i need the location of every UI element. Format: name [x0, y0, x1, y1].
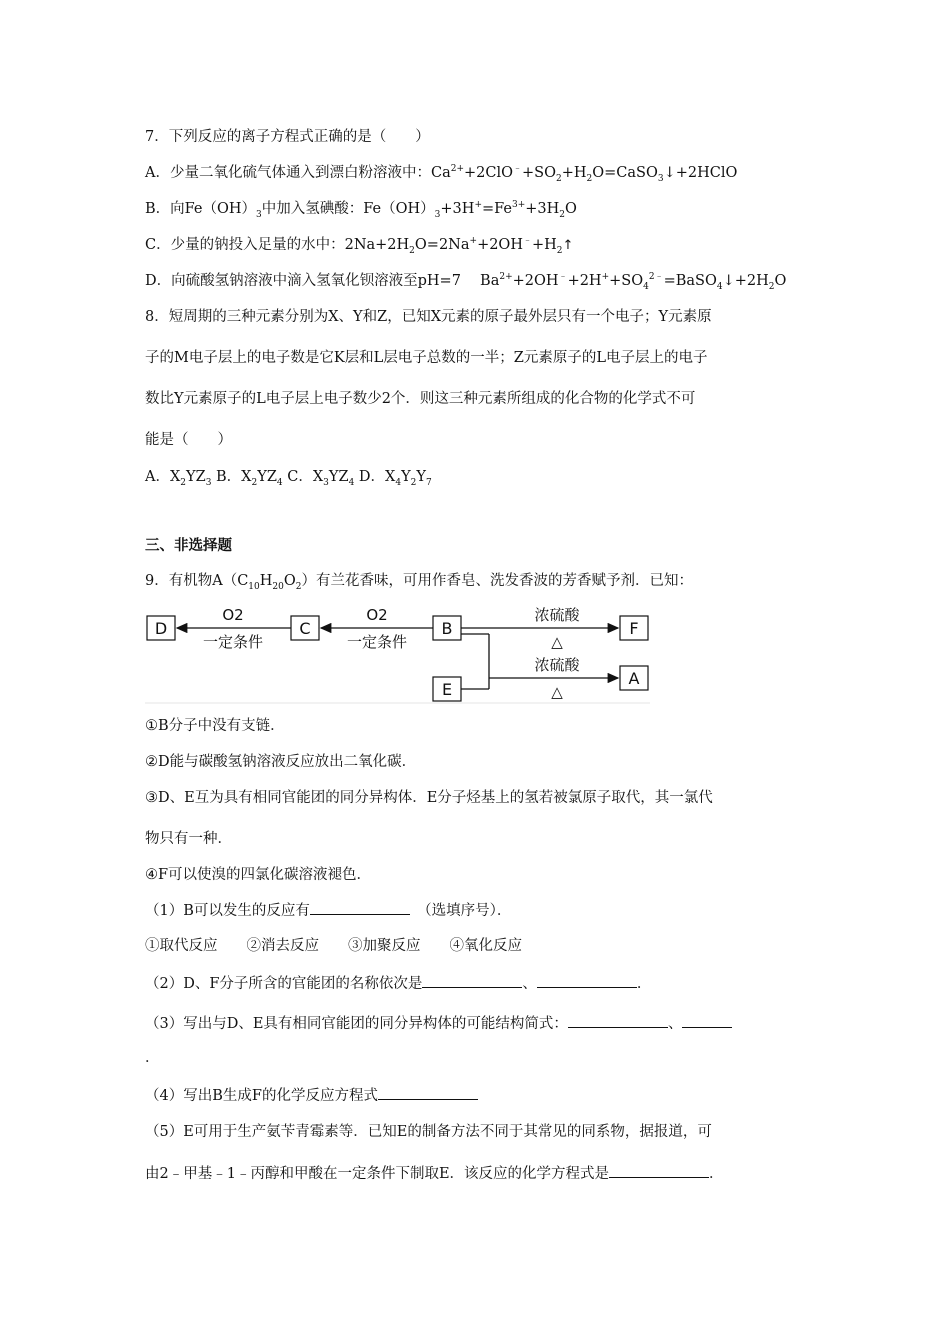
answer-blank[interactable] [537, 973, 637, 988]
q9-sub3: （3）写出与D、E具有相同官能团的同分异构体的可能结构简式： 、 [145, 1013, 732, 1034]
q9-sub1: （1）B可以发生的反应有 （选填序号）． [145, 900, 511, 921]
q9-sub1-options: ①取代反应 ②消去反应 ③加聚反应 ④氧化反应 [145, 938, 522, 954]
reaction-diagram [145, 604, 655, 704]
q7-option-b: B．向$Fe(OH)_3$中加入氢碘酸：$Fe(OH)_3+3H^+=Fe^{3+}+3H_2O$ [145, 200, 577, 220]
q9-sub3-end: ． [145, 1050, 160, 1066]
cond-ding-1: 一定条件 [202, 633, 264, 651]
q9-stem: 9．有机物$A(C_{10}H_{20}O_2)$有兰花香味，可用作香皂、洗发香波的芳香赋予剂．已知： [145, 573, 693, 592]
box-c-label: C [299, 619, 311, 638]
q9-sub5-line1: （5）E可用于生产氨苄青霉素等．已知E的制备方法不同于其常见的同系物，据报道，可 [145, 1124, 712, 1140]
answer-blank[interactable] [310, 900, 410, 915]
cond-ding-2: 一定条件 [346, 633, 408, 651]
q8-stem-line4: 能是（ ） [145, 432, 232, 448]
answer-blank[interactable] [609, 1163, 709, 1178]
q8-stem-line2: 子的M电子层上的电子数是它K层和L层电子总数的一半；Z元素原子的L电子层上的电子 [145, 350, 708, 366]
q9-fact4: ④F可以使溴的四氯化碳溶液褪色． [145, 867, 372, 883]
cond-heat-1: △ [551, 633, 563, 651]
q9-fact3-line1: ③D、E互为具有相同官能团的同分异构体．E分子烃基上的氢若被氯原子取代，其一氯代 [145, 790, 713, 806]
q9-fact3-line2: 物只有一种． [145, 831, 232, 847]
q7-option-a: A．少量二氧化硫气体通入到漂白粉溶液中：$Ca^{2+}+2ClO^﹣+SO_2+H_2O=CaSO_3↓+2HClO$ [145, 164, 738, 184]
box-a-label: A [628, 669, 640, 688]
box-d-label: D [154, 619, 168, 638]
q8-options: A．$X_2YZ_3$ B．$X_2YZ_4$ C．$X_3YZ_4$ D．$X_4Y_2Y_7$ [145, 469, 432, 488]
q7-stem: 7．下列反应的离子方程式正确的是（ ） [145, 129, 430, 145]
box-e-label: E [441, 680, 453, 699]
section-heading: 三、非选择题 [145, 538, 232, 554]
cond-acid-2: 浓硫酸 [534, 656, 580, 674]
q8-stem-line1: 8．短周期的三种元素分别为X、Y和Z，已知X元素的原子最外层只有一个电子；Y元素原 [145, 309, 712, 325]
cond-heat-2: △ [551, 683, 563, 701]
answer-blank[interactable] [422, 973, 522, 988]
q9-fact1: ①B分子中没有支链． [145, 718, 285, 734]
q7-option-c: C．少量的钠投入足量的水中：$2Na+2H_2O=2Na^++2OH^﹣+H_2↑$ [145, 236, 574, 256]
cond-o2-1: O2 [222, 606, 244, 624]
box-f-label: F [629, 619, 639, 638]
q7-option-d: D．向硫酸氢钠溶液中滴入氢氧化钡溶液至pH=7 $Ba^{2+}+2OH^﹣+2H^++SO_4^{2﹣}=BaSO_4↓+2H_2O$ [145, 272, 787, 292]
answer-blank[interactable] [378, 1085, 478, 1100]
cond-acid-1: 浓硫酸 [534, 606, 580, 624]
q8-stem-line3: 数比Y元素原子的L电子层上电子数少2个．则这三种元素所组成的化合物的化学式不可 [145, 391, 696, 407]
cond-o2-2: O2 [366, 606, 388, 624]
q9-fact2: ②D能与碳酸氢钠溶液反应放出二氧化碳． [145, 754, 417, 770]
answer-blank[interactable] [568, 1013, 668, 1028]
q9-sub5-line2: 由2﹣甲基﹣1﹣丙醇和甲酸在一定条件下制取E．该反应的化学方程式是 ． [145, 1163, 724, 1184]
q9-sub2: （2）D、F分子所含的官能团的名称依次是 、 ． [145, 973, 651, 994]
q9-sub4: （4）写出B生成F的化学反应方程式 [145, 1085, 478, 1106]
answer-blank[interactable] [682, 1013, 732, 1028]
box-b-label: B [441, 619, 453, 638]
